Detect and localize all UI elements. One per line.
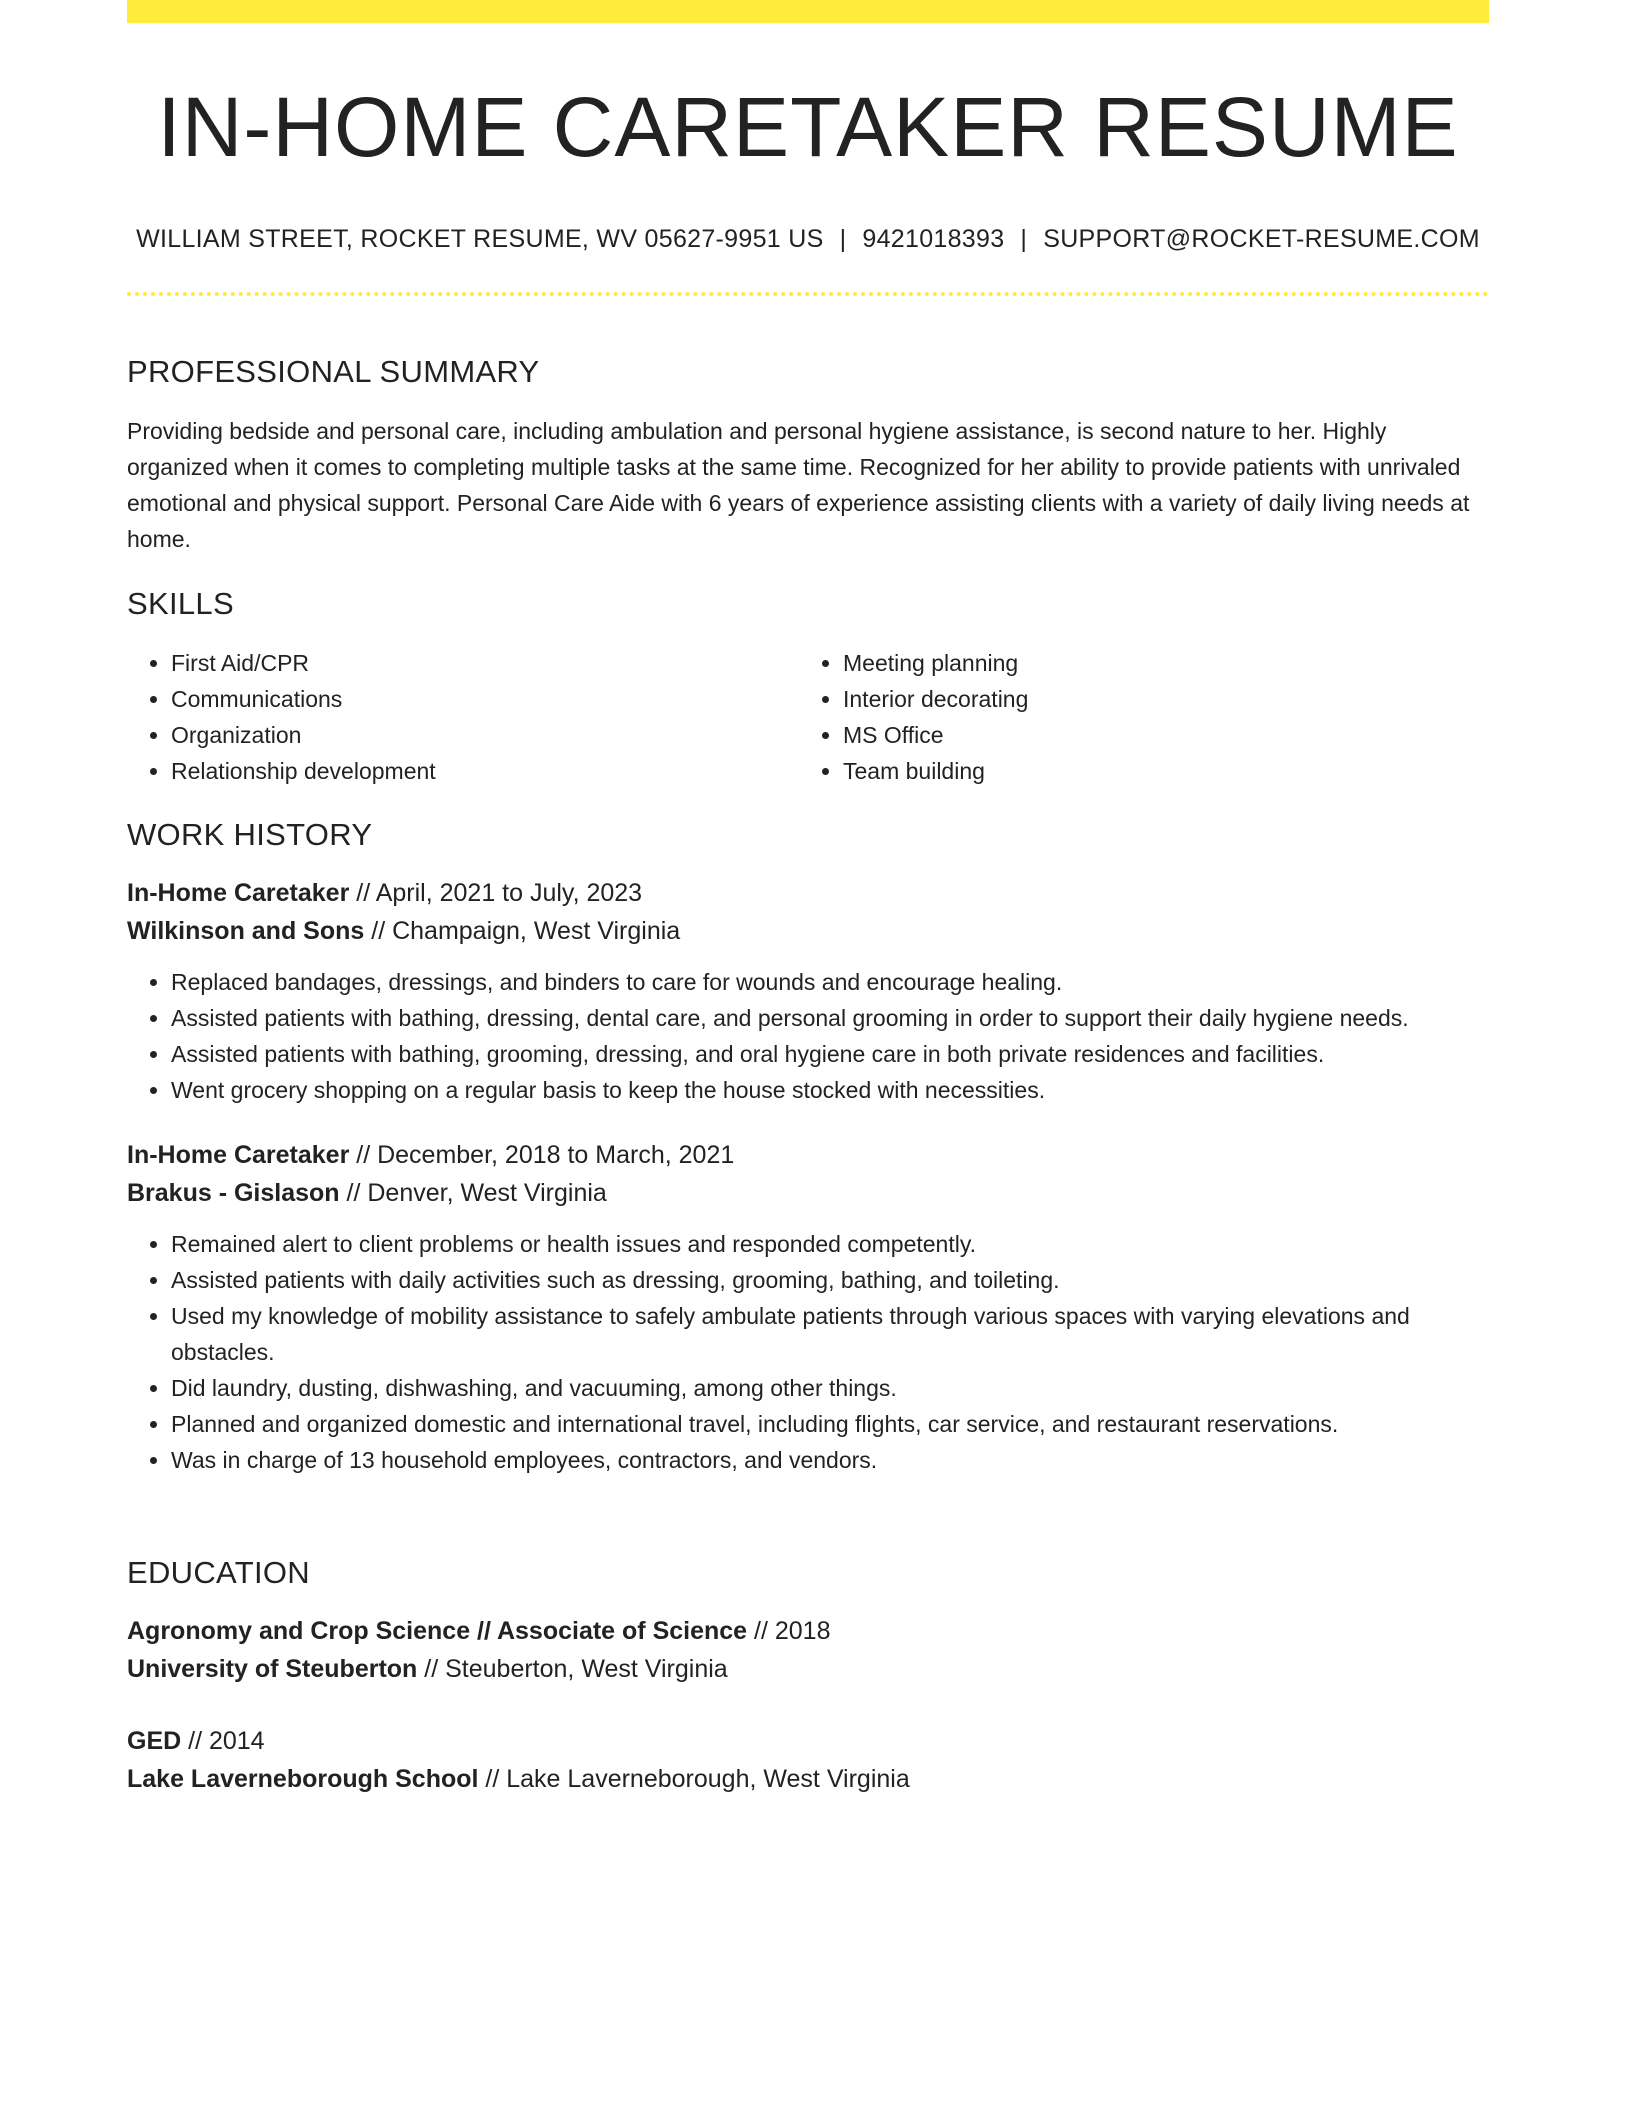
education-year: // 2018 [747, 1617, 831, 1645]
job-duty-item: • Went grocery shopping on a regular basis to keep the house stocked with necessities. [171, 1072, 1489, 1108]
contact-email: SUPPORT@ROCKET-RESUME.COM [1043, 225, 1480, 253]
skills-list-right [799, 645, 1471, 789]
education-location: // Lake Laverneborough, West Virginia [478, 1765, 910, 1793]
contact-line [127, 227, 1489, 252]
job-company: Wilkinson and Sons [127, 917, 365, 945]
education-entry [127, 1722, 1489, 1798]
dotted-divider [127, 292, 1489, 296]
skills-list-left [127, 645, 799, 789]
education-entry [127, 1612, 1489, 1688]
skill-item: • First Aid/CPR [171, 645, 799, 681]
education-location: // Steuberton, West Virginia [417, 1655, 728, 1683]
job-duty-item: • Was in charge of 13 household employees, contractors, and vendors. [171, 1442, 1489, 1478]
job-title-line [127, 874, 1489, 912]
job-duty-item: • Remained alert to client problems or health issues and responded competently. [171, 1226, 1489, 1262]
job-company: Brakus - Gislason [127, 1179, 340, 1207]
education-school-line [127, 1650, 1489, 1688]
education-school-line [127, 1760, 1489, 1798]
resume-title: IN-HOME CARETAKER RESUME [157, 80, 1459, 174]
education-heading: EDUCATION [127, 1555, 310, 1590]
contact-separator: | [839, 225, 847, 253]
education-degree-line [127, 1722, 1489, 1760]
education-degree: Agronomy and Crop Science // Associate of Science [127, 1617, 748, 1645]
education-school: Lake Laverneborough School [127, 1765, 479, 1793]
job-title: In-Home Caretaker [127, 1141, 350, 1169]
skill-item: • Interior decorating [843, 681, 1471, 717]
work-history-heading: WORK HISTORY [127, 817, 373, 852]
skill-item: • MS Office [843, 717, 1471, 753]
job-duties-list [127, 1226, 1489, 1478]
skill-item: • Relationship development [171, 753, 799, 789]
work-history-section [127, 819, 1489, 1478]
education-year: // 2014 [181, 1727, 265, 1755]
skills-columns [127, 645, 1489, 789]
job-duty-item: • Replaced bandages, dressings, and binders to care for wounds and encourage healing. [171, 964, 1489, 1000]
resume-page [127, 0, 1489, 1793]
job-entry [127, 1136, 1489, 1478]
skills-column-right [799, 645, 1471, 789]
job-location: // Denver, West Virginia [339, 1179, 607, 1207]
contact-phone: 9421018393 [862, 225, 1005, 253]
skills-column-left [127, 645, 799, 789]
job-entry [127, 874, 1489, 1108]
job-dates: // April, 2021 to July, 2023 [349, 879, 643, 907]
education-degree: GED [127, 1727, 182, 1755]
skill-item: • Team building [843, 753, 1471, 789]
skills-heading: SKILLS [127, 586, 234, 621]
job-duty-item: • Planned and organized domestic and international travel, including flights, car service, and restaurant reservations. [171, 1406, 1489, 1442]
job-duty-item: • Assisted patients with bathing, grooming, dressing, and oral hygiene care in both private residences and facilities. [171, 1036, 1489, 1072]
job-duty-item: • Assisted patients with bathing, dressing, dental care, and personal grooming in order to support their daily hygiene needs. [171, 1000, 1489, 1036]
job-dates: // December, 2018 to March, 2021 [349, 1141, 735, 1169]
skill-item: • Organization [171, 717, 799, 753]
summary-text: Providing bedside and personal care, including ambulation and personal hygiene assistance, is second nature to her. Highly organized when it comes to completing multiple tasks at the same time. Recognized for her ability to provide patients with unrivaled emotional and physical support. Personal Care Aide with 6 years of experience assisting clients with a variety of daily living needs at home. [127, 418, 1470, 552]
education-school: University of Steuberton [127, 1655, 418, 1683]
job-company-line [127, 1174, 1489, 1212]
education-section [127, 1557, 1489, 1798]
contact-address: WILLIAM STREET, ROCKET RESUME, WV 05627-9951 US [136, 225, 824, 253]
summary-section [127, 356, 1489, 557]
job-title: In-Home Caretaker [127, 879, 350, 907]
job-duty-item: • Assisted patients with daily activities such as dressing, grooming, bathing, and toileting. [171, 1262, 1489, 1298]
skill-item: • Meeting planning [843, 645, 1471, 681]
education-degree-line [127, 1612, 1489, 1650]
skill-item: • Communications [171, 681, 799, 717]
summary-heading: PROFESSIONAL SUMMARY [127, 354, 540, 389]
job-company-line [127, 912, 1489, 950]
job-duties-list [127, 964, 1489, 1108]
job-title-line [127, 1136, 1489, 1174]
job-duty-item: • Did laundry, dusting, dishwashing, and vacuuming, among other things. [171, 1370, 1489, 1406]
skills-section [127, 588, 1489, 789]
accent-bar [127, 0, 1489, 23]
job-duty-item: • Used my knowledge of mobility assistance to safely ambulate patients through various spaces with varying elevations and obstacles. [171, 1298, 1489, 1370]
contact-separator: | [1020, 225, 1028, 253]
job-location: // Champaign, West Virginia [364, 917, 681, 945]
